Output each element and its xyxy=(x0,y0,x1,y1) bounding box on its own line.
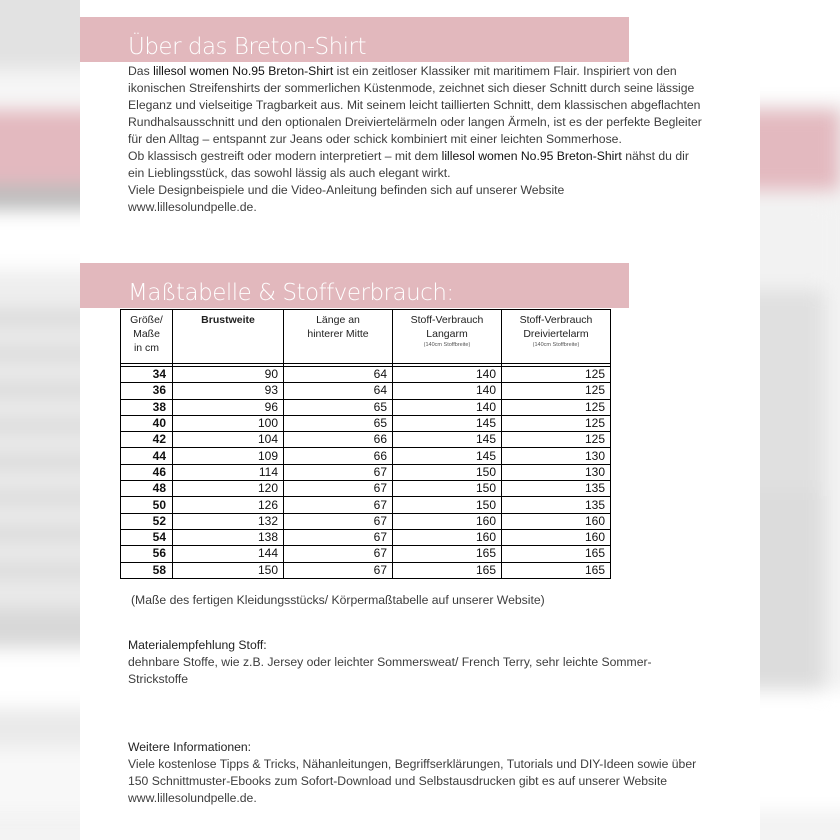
cell-size: 54 xyxy=(121,529,173,545)
size-table xyxy=(120,309,611,579)
cell-fabric-long-sleeve: 145 xyxy=(393,448,502,464)
section-banner-size-table xyxy=(80,263,629,308)
cell-fabric-long-sleeve: 150 xyxy=(393,481,502,497)
cell-size: 58 xyxy=(121,562,173,578)
cell-fabric-long-sleeve: 160 xyxy=(393,529,502,545)
about-text xyxy=(128,63,708,216)
website-link[interactable]: www.lillesolundpelle.de. xyxy=(128,200,257,214)
cell-chest: 90 xyxy=(173,367,284,383)
table-row xyxy=(121,546,611,562)
cell-fabric-long-sleeve: 165 xyxy=(393,546,502,562)
cell-size: 40 xyxy=(121,415,173,431)
cell-back-length: 67 xyxy=(284,481,393,497)
cell-back-length: 67 xyxy=(284,513,393,529)
cell-back-length: 67 xyxy=(284,562,393,578)
header-fabric-long-sleeve: Stoff-Verbrauch Langarm (140cm Stoffbreite) xyxy=(393,310,502,364)
material-section xyxy=(128,637,708,688)
header-chest: Brustweite xyxy=(173,310,284,364)
cell-size: 36 xyxy=(121,383,173,399)
cell-fabric-three-quarter: 135 xyxy=(502,497,611,513)
cell-fabric-three-quarter: 130 xyxy=(502,448,611,464)
cell-back-length: 67 xyxy=(284,546,393,562)
header-back-length: Länge an hinterer Mitte xyxy=(284,310,393,364)
cell-fabric-long-sleeve: 160 xyxy=(393,513,502,529)
cell-fabric-three-quarter: 125 xyxy=(502,399,611,415)
cell-chest: 93 xyxy=(173,383,284,399)
table-row xyxy=(121,383,611,399)
cell-fabric-long-sleeve: 145 xyxy=(393,415,502,431)
cell-size: 56 xyxy=(121,546,173,562)
cell-fabric-long-sleeve: 150 xyxy=(393,497,502,513)
cell-chest: 132 xyxy=(173,513,284,529)
cell-fabric-three-quarter: 160 xyxy=(502,529,611,545)
cell-fabric-long-sleeve: 165 xyxy=(393,562,502,578)
cell-size: 46 xyxy=(121,464,173,480)
table-row xyxy=(121,448,611,464)
cell-fabric-three-quarter: 130 xyxy=(502,464,611,480)
table-body xyxy=(121,364,611,579)
cell-back-length: 64 xyxy=(284,367,393,383)
table-row xyxy=(121,367,611,383)
cell-size: 52 xyxy=(121,513,173,529)
material-text: dehnbare Stoffe, wie z.B. Jersey oder leichter Sommersweat/ French Terry, sehr leichte Sommer-Strickstoffe xyxy=(128,655,652,686)
cell-chest: 100 xyxy=(173,415,284,431)
cell-fabric-three-quarter: 165 xyxy=(502,546,611,562)
cell-chest: 150 xyxy=(173,562,284,578)
table-row xyxy=(121,464,611,480)
cell-size: 44 xyxy=(121,448,173,464)
about-p3-text: Viele Designbeispiele und die Video-Anleitung befinden sich auf unserer Website xyxy=(128,183,565,197)
table-footnote: (Maße des fertigen Kleidungsstücks/ Körpermaßtabelle auf unserer Website) xyxy=(131,593,545,607)
table-row xyxy=(121,497,611,513)
table-row xyxy=(121,562,611,578)
section-title-about: Über das Breton-Shirt xyxy=(128,34,367,60)
cell-fabric-three-quarter: 165 xyxy=(502,562,611,578)
cell-chest: 114 xyxy=(173,464,284,480)
cell-chest: 120 xyxy=(173,481,284,497)
cell-back-length: 65 xyxy=(284,415,393,431)
cell-back-length: 66 xyxy=(284,432,393,448)
table-row xyxy=(121,432,611,448)
more-info-section xyxy=(128,739,708,807)
header-size: Größe/ Maße in cm xyxy=(121,310,173,364)
more-info-text: Viele kostenlose Tipps & Tricks, Nähanleitungen, Begriffserklärungen, Tutorials und DIY-Ideen sowie über 150 Schnittmuster-Ebooks zum Sofort-Download und Selbstausdrucken gibt es auf unserer Website www.lillesolundpelle.de. xyxy=(128,757,697,805)
document-page xyxy=(80,0,760,840)
cell-back-length: 67 xyxy=(284,529,393,545)
cell-chest: 96 xyxy=(173,399,284,415)
about-p2-text: nähst du dir ein Lieblingsstück, das sowohl lässig als auch elegant wirkt. xyxy=(128,149,689,180)
cell-back-length: 65 xyxy=(284,399,393,415)
cell-fabric-three-quarter: 160 xyxy=(502,513,611,529)
table-row xyxy=(121,399,611,415)
cell-back-length: 67 xyxy=(284,464,393,480)
cell-size: 34 xyxy=(121,367,173,383)
cell-back-length: 64 xyxy=(284,383,393,399)
cell-fabric-long-sleeve: 145 xyxy=(393,432,502,448)
cell-fabric-long-sleeve: 140 xyxy=(393,367,502,383)
blurred-background-left xyxy=(0,0,80,840)
about-p2-prefix: Ob klassisch gestreift oder modern interpretiert – mit dem xyxy=(128,149,442,163)
cell-chest: 104 xyxy=(173,432,284,448)
header-fabric-three-quarter-sleeve: Stoff-Verbrauch Dreiviertelarm (140cm Stoffbreite) xyxy=(502,310,611,364)
table-header-row xyxy=(121,310,611,364)
cell-chest: 126 xyxy=(173,497,284,513)
cell-chest: 144 xyxy=(173,546,284,562)
cell-fabric-three-quarter: 125 xyxy=(502,432,611,448)
cell-chest: 138 xyxy=(173,529,284,545)
cell-back-length: 66 xyxy=(284,448,393,464)
more-info-heading: Weitere Informationen: xyxy=(128,740,252,754)
cell-size: 38 xyxy=(121,399,173,415)
product-name: lillesol women No.95 Breton-Shirt xyxy=(153,64,334,78)
product-name: lillesol women No.95 Breton-Shirt xyxy=(441,149,622,163)
cell-fabric-three-quarter: 135 xyxy=(502,481,611,497)
cell-size: 50 xyxy=(121,497,173,513)
cell-fabric-three-quarter: 125 xyxy=(502,383,611,399)
section-title-size-table: Maßtabelle & Stoffverbrauch: xyxy=(128,280,454,306)
cell-back-length: 67 xyxy=(284,497,393,513)
about-p1-prefix: Das xyxy=(128,64,154,78)
table-row xyxy=(121,529,611,545)
table-row xyxy=(121,415,611,431)
cell-size: 48 xyxy=(121,481,173,497)
section-banner-about xyxy=(80,17,629,62)
material-heading: Materialempfehlung Stoff: xyxy=(128,638,267,652)
table-row xyxy=(121,481,611,497)
cell-size: 42 xyxy=(121,432,173,448)
about-p1-text: ist ein zeitloser Klassiker mit maritimem Flair. Inspiriert von den ikonischen Streifenshirts der sommerlichen Küstenmode, zeichnet sich dieser Schnitt durch seine lässige Eleganz und vielseitige Tragbarkeit aus. Mit seinem leicht taillierten Schnitt, dem klassischen abgeflachten Rundhalsausschnitt und den optionalen Dreiviertelärmeln oder langen Ärmeln, ist es der perfekte Begleiter für den Alltag – entspannt zur Jeans oder schick kombiniert mit einer leichten Sommerhose. xyxy=(128,64,702,146)
cell-fabric-three-quarter: 125 xyxy=(502,415,611,431)
cell-chest: 109 xyxy=(173,448,284,464)
cell-fabric-long-sleeve: 150 xyxy=(393,464,502,480)
blurred-background-right xyxy=(760,0,840,840)
cell-fabric-long-sleeve: 140 xyxy=(393,399,502,415)
table-row xyxy=(121,513,611,529)
cell-fabric-three-quarter: 125 xyxy=(502,367,611,383)
cell-fabric-long-sleeve: 140 xyxy=(393,383,502,399)
